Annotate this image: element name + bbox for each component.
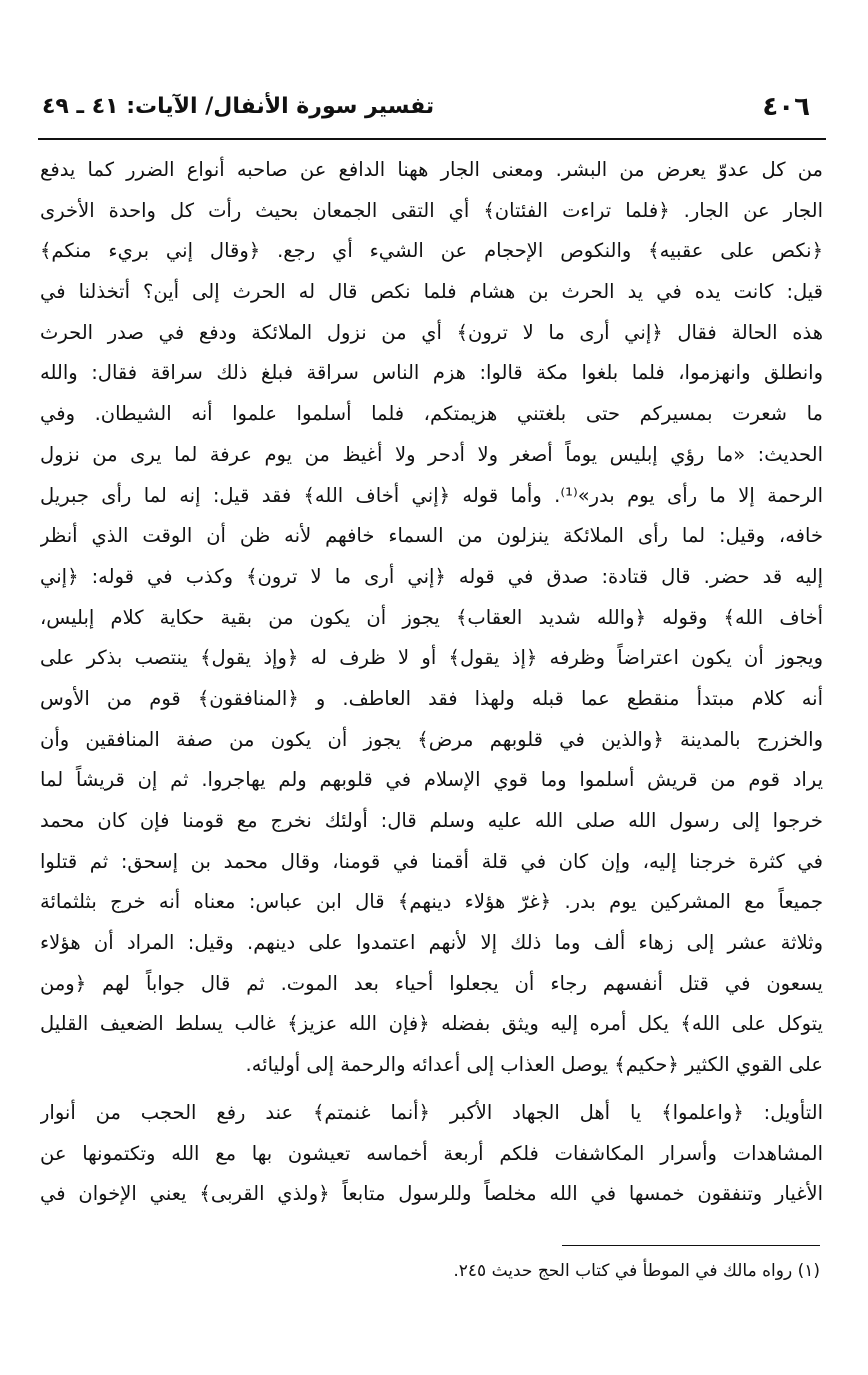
text-line: المشاهدات وأسرار المكاشفات فلكم أربعة أخماسه تعيشون بها مع الله وتكتمونها عن (40, 1141, 823, 1165)
footnote-rule (562, 1245, 820, 1246)
commentary-paragraph (40, 150, 823, 1086)
page-header (42, 92, 810, 134)
tawil-paragraph (40, 1093, 823, 1215)
text-line: هذه الحالة فقال ﴿إني أرى ما لا ترون﴾ أي من نزول الملائكة ودفع في صدر الحرث (40, 320, 823, 344)
text-line: جميعاً مع المشركين يوم بدر. ﴿غرّ هؤلاء دينهم﴾ قال ابن عباس: معناه أنه خرج بثلثمائة (40, 890, 823, 914)
text-line: وانطلق وانهزموا، فلما بلغوا مكة قالوا: هزم الناس سراقة فبلغ ذلك سراقة فقال: والله (40, 361, 823, 385)
text-line: إليه قد حضر. قال قتادة: صدق في قوله ﴿إني أرى ما لا ترون﴾ وكذب في قوله: ﴿إني (40, 564, 823, 588)
text-line: من كل عدوّ يعرض من البشر. ومعنى الجار ههنا الدافع عن صاحبه أنواع الضرر كما يدفع (40, 158, 823, 181)
text-line: والخزرج بالمدينة ﴿والذين في قلوبهم مرض﴾ يجوز أن يكون من صفة المنافقين وأن (40, 727, 823, 751)
text-line: وثلاثة عشر إلى زهاء ألف وما ذلك إلا لأنهم اعتمدوا على دينهم. وقيل: المراد أن هؤلاء (40, 931, 823, 955)
header-rule (38, 138, 826, 140)
text-line: قيل: كانت يده في يد الحرث بن هشام فلما نكص قال له الحرث إلى أين؟ أتخذلنا في (40, 280, 823, 304)
text-line: في كثرة خرجنا إليه، وإن كان في قلة أقمنا في قومنا، وقال محمد بن إسحق: ثم قتلوا (40, 849, 823, 873)
text-line: يتوكل على الله﴾ يكل أمره إليه ويثق بفضله ﴿فإن الله عزيز﴾ غالب يسلط الضعيف القليل (40, 1012, 823, 1036)
text-line: أنه كلام مبتدأ منقطع عما قبله ولهذا فقد العاطف. و ﴿المنافقون﴾ قوم من الأوس (40, 686, 823, 710)
text-line: خرجوا إلى رسول الله صلى الله عليه وسلم قال: أولئك نخرج مع قومنا فإن كان محمد (40, 809, 823, 832)
text-line: أخاف الله﴾ وقوله ﴿والله شديد العقاب﴾ يجوز أن يكون من بقية حكاية كلام إبليس، (40, 605, 823, 629)
text-line: الأغيار وتنفقون خمسها في الله مخلصاً وللرسول متابعاً ﴿ولذي القربى﴾ يعني الإخوان في (40, 1182, 823, 1206)
text-line: خافه، وقيل: لما رأى الملائكة ينزلون من السماء خافهم لأنه ظن أن الوقت الذي أنظر (40, 524, 823, 548)
text-line: ﴿نكص على عقبيه﴾ والنكوص الإحجام عن الشيء أي رجع. ﴿وقال إني بريء منكم﴾ (40, 239, 823, 263)
text-line: الجار عن الجار. ﴿فلما تراءت الفئتان﴾ أي التقى الجمعان بحيث رأت كل واحدة الأخرى (40, 198, 823, 222)
page-number: ٤٠٦ (762, 92, 810, 122)
text-line: يراد قوم من قريش أسلموا وما قوي الإسلام في قلوبهم ولم يهاجروا. ثم إن قريشاً لما (40, 768, 823, 792)
text-line: التأويل: ﴿واعلموا﴾ يا أهل الجهاد الأكبر ﴿أنما غنمتم﴾ عند رفع الحجب من أنوار (40, 1101, 823, 1124)
text-line: الحديث: «ما رؤي إبليس يوماً أصغر ولا أدحر ولا أغيظ من يوم عرفة لما يرى من نزول (40, 442, 823, 466)
text-line: الرحمة إلا ما رأى يوم بدر»⁽¹⁾. وأما قوله ﴿إني أخاف الله﴾ فقد قيل: إنه لما رأى جبريل (40, 483, 823, 507)
text-line: ما شعرت بمسيركم حتى بلغتني هزيمتكم، فلما أسلموا علموا أنه الشيطان. وفي (40, 402, 823, 426)
text-line: يسعون في قتل أنفسهم رجاء أن يجعلوا أحياء بعد الموت. ثم قال جواباً لهم ﴿ومن (40, 971, 823, 995)
text-line: ويجوز أن يكون اعتراضاً وظرفه ﴿إذ يقول﴾ أو لا ظرف له ﴿وإذ يقول﴾ ينتصب بذكر على (40, 646, 823, 670)
running-title: تفسير سورة الأنفال/ الآيات: ٤١ ـ ٤٩ (42, 94, 435, 119)
footnote: (١) رواه مالك في الموطأ في كتاب الحج حديث ٢٤٥. (453, 1261, 820, 1281)
text-line: على القوي الكثير ﴿حكيم﴾ يوصل العذاب إلى أعدائه والرحمة إلى أوليائه. (245, 1053, 823, 1077)
